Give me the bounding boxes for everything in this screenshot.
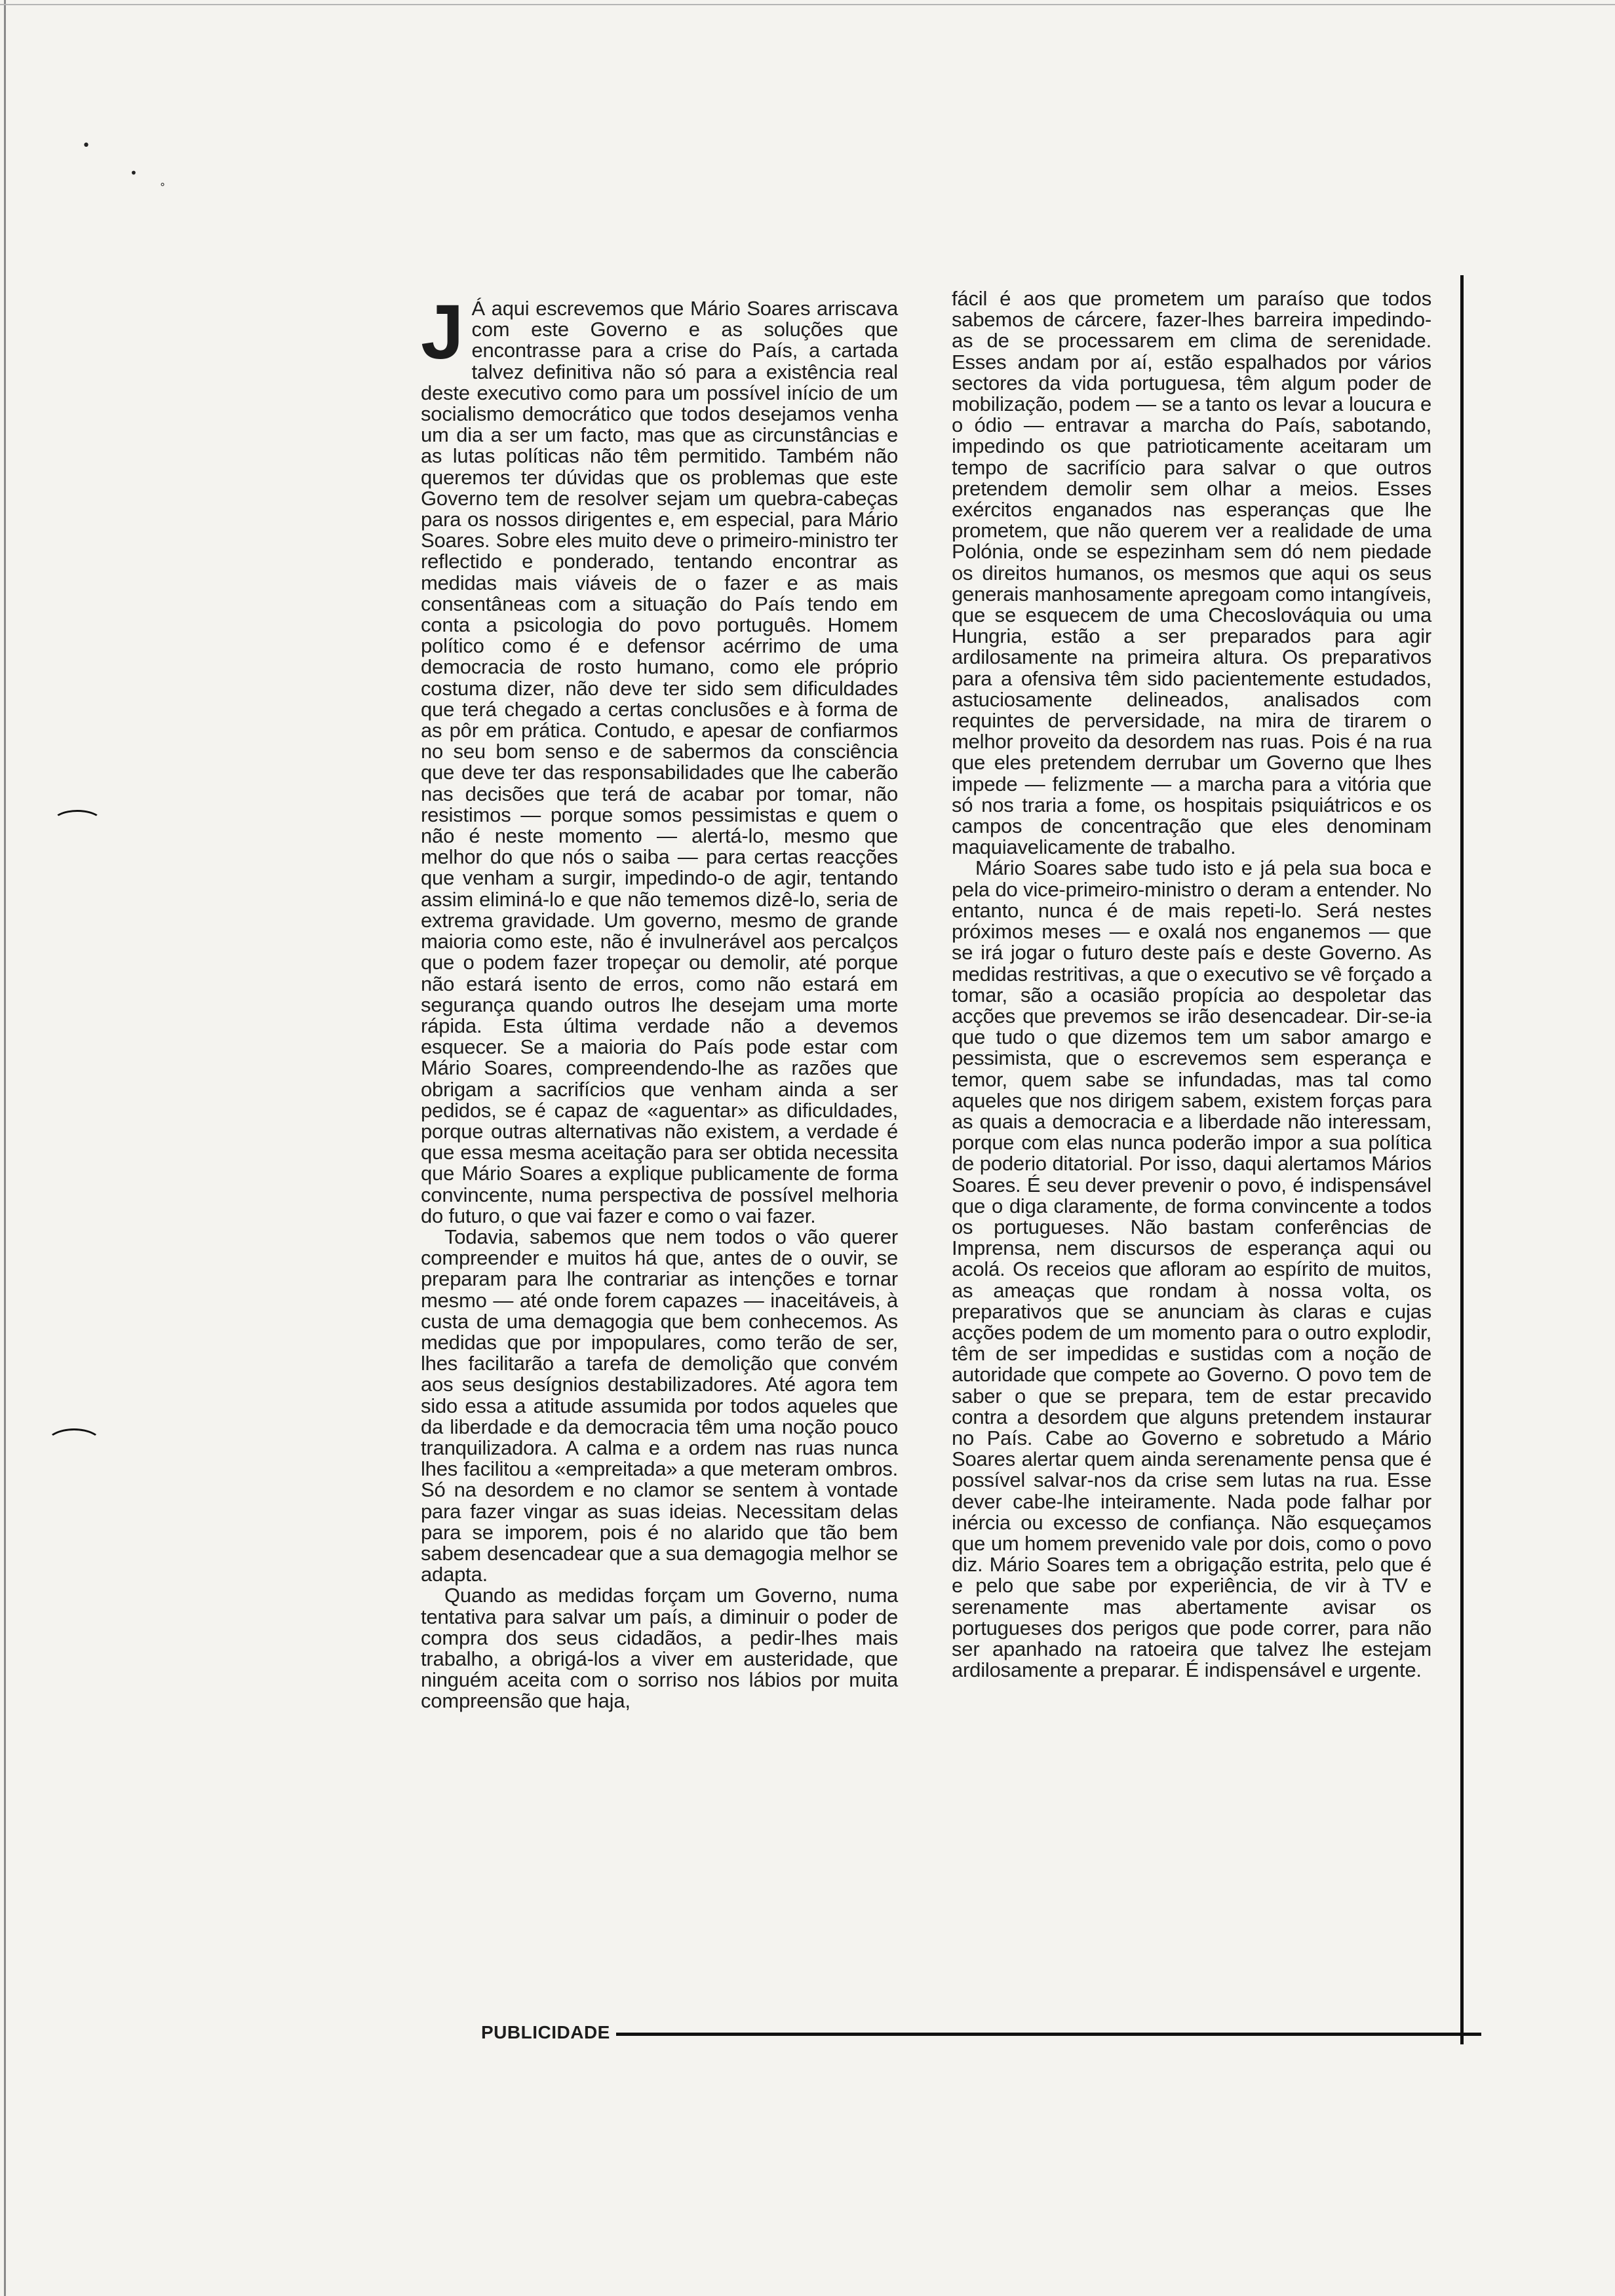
scan-edge-left [4,0,6,2296]
scan-speck: ° [160,181,165,193]
drop-cap: J [421,289,464,375]
article-paragraph: Quando as medidas forçam um Governo, numa tentativa para salvar um país, a diminuir o poder de compra dos seus cidadãos, a pedir-lhes mais trabalho, a obrigá-los a viver em austeridade, que ninguém aceita com o sorriso nos lábios por muita compreensão que haja, [421,1584,898,1713]
scan-edge-top [0,4,1615,5]
article-paragraph: fácil é aos que prometem um paraíso que todos sabemos de cárcere, fazer-lhes barreira impedindo-as de se processarem em clima de serenidade. Esses andam por aí, estão espalhados por vários sectores da vida portuguesa, têm algum poder de mobilização, podem — se a tanto os levar a loucura e o ódio — entravar a marcha do País, sabotando, impedindo os que patrioticamente aceitaram um tempo de sacrifício para salvar o que outros pretendem demolir sem olhar a meios. Esses exércitos enganados nas esperanças que lhe prometem, que não querem ver a realidade de uma Polónia, onde se espezinham sem dó nem piedade os direitos humanos, os mesmos que aqui os seus generais manhosamente apregoam como intangíveis, que se esquecem de uma Checoslováquia ou uma Hungria, estão a ser preparados para agir ardilosamente na primeira altura. Os preparativos para a ofensiva têm sido pacientemente estudados, astuciosamente delineados, analisados com requintes de perversidade, na mira de tirarem o melhor proveito da desordem nas ruas. Pois é na rua que eles pretendem derrubar um Governo que lhes impede — felizmente — a marcha para a vitória que só nos traria a fome, os hospitais psiquiátricos e os campos de concentração que eles denominam maquiavelicamente de trabalho. [952,287,1431,859]
footer-label: PUBLICIDADE [481,2022,610,2042]
footer-rule [616,2033,1481,2036]
scan-speck: • [130,165,138,181]
article-column-right [952,288,1431,1681]
column-rule-right [1460,275,1464,2044]
article-paragraph: Á aqui escrevemos que Mário Soares arriscava com este Governo e as soluções que encontrasse para a crise do País, a cartada talvez definitiva não só para a existência real deste executivo como para um possível início de um socialismo democrático que todos desejamos venha um dia a ser um facto, mas que as circunstâncias e as lutas políticas não têm permitido. Também não queremos ter dúvidas que os problemas que este Governo tem de resolver sejam um quebra-cabeças para os nossos dirigentes e, em especial, para Mário Soares. Sobre eles muito deve o primeiro-ministro ter reflectido e ponderado, tentando encontrar as medidas mais viáveis de o fazer e as mais consentâneas com a situação do País tendo em conta a psicologia do povo português. Homem político como é e defensor acérrimo de uma democracia de rosto humano, como ele próprio costuma dizer, não deve ter sido sem dificuldades que terá chegado a certas conclusões e à forma de as pôr em prática. Contudo, e apesar de confiarmos no seu bom senso e de sabermos da consciência que deve ter das responsabilidades que lhe caberão nas decisões que terá de acabar por tomar, não resistimos — porque somos pessimistas e quem o não é neste momento — alertá-lo, mesmo que melhor do que nós o saiba — para certas reacções que venham a surgir, impedindo-o de agir, tentando assim eliminá-lo e que não tememos dizê-lo, seria de extrema gravidade. Um governo, mesmo de grande maioria como este, não é invulnerável aos percalços que o podem fazer tropeçar ou demolir, até porque não estará isento de erros, como não estará em segurança quando outros lhe desejam uma morte rápida. Esta última verdade não a devemos esquecer. Se a maioria do País pode estar com Mário Soares, compreendendo-lhe as razões que obrigam a sacrifícios que venham ainda a ser pedidos, se é capaz de «aguentar» as dificuldades, porque outras alternativas não existem, a verdade é que essa mesma aceitação para ser obtida necessita que Mário Soares a explique publicamente de forma convincente, numa perspectiva de possível melhoria do futuro, o que vai fazer e como o vai fazer. [421,297,898,1227]
scan-mark [46,1428,102,1459]
scan-mark [52,810,102,833]
article-column-left [421,289,898,1713]
scan-speck: • [82,138,90,154]
article-paragraph: Mário Soares sabe tudo isto e já pela sua boca e pela do vice-primeiro-ministro o deram a entender. No entanto, nunca é de mais repeti-lo. Será nestes próximos meses — e oxalá nos enganemos — que se irá jogar o futuro deste país e deste Governo. As medidas restritivas, a que o executivo se vê forçado a tomar, são a ocasião propícia ao despoletar das acções que prevemos se irão desencadear. Dir-se-ia que tudo o que dizemos tem um sabor amargo e pessimista, que o escrevemos sem esperança e temor, quem sabe se infundadas, mas tal como aqueles que nos dirigem sabem, existem forças para as quais a democracia e a liberdade não interessam, porque com elas nunca poderão impor a sua política de poderio ditatorial. Por isso, daqui alertamos Mários Soares. É seu dever prevenir o povo, é indispensável que o diga claramente, de forma convincente a todos os portugueses. Não bastam conferências de Imprensa, nem discursos de esperança aqui ou acolá. Os receios que afloram ao espírito de muitos, as ameaças que rondam à nossa volta, os preparativos que se anunciam às claras e cujas acções podem de um momento para o outro explodir, têm de ser impedidas e sustidas com a noção de autoridade que compete ao Governo. O povo tem de saber o que se prepara, tem de estar precavido contra a desordem que alguns pretendem instaurar no País. Cabe ao Governo e sobretudo a Mário Soares alertar quem ainda serenamente pensa que é possível salvar-nos da crise sem lutas na rua. Esse dever cabe-lhe inteiramente. Nada pode falhar por inércia ou excesso de confiança. Não esqueçamos que um homem prevenido vale por dois, como o povo diz. Mário Soares tem a obrigação estrita, pelo que é e pelo que sabe por experiência, de vir à TV e serenamente mas abertamente avisar os portugueses dos perigos que pode correr, para não ser apanhado na ratoeira que talvez lhe estejam ardilosamente a preparar. É indispensável e urgente. [952,856,1431,1682]
article-paragraph: Todavia, sabemos que nem todos o vão querer compreender e muitos há que, antes de o ouvir, se preparam para lhe contrariar as intenções e tornar mesmo — até onde forem capazes — inaceitáveis, à custa de uma demagogia que bem conhecemos. As medidas que por impopulares, como terão de ser, lhes facilitarão a tarefa de demolição que convém aos seus desígnios destabilizadores. Até agora tem sido essa a atitude assumida por todos aqueles que da liberdade e da democracia têm uma noção pouco tranquilizadora. A calma e a ordem nas ruas nunca lhes facilitou a «empreitada» a que meteram ombros. Só na desordem e no clamor se sentem à vontade para fazer vingar as suas ideias. Necessitam delas para se imporem, pois é no alarido que tão bem sabem desencadear que a sua demagogia melhor se adapta. [421,1225,898,1586]
